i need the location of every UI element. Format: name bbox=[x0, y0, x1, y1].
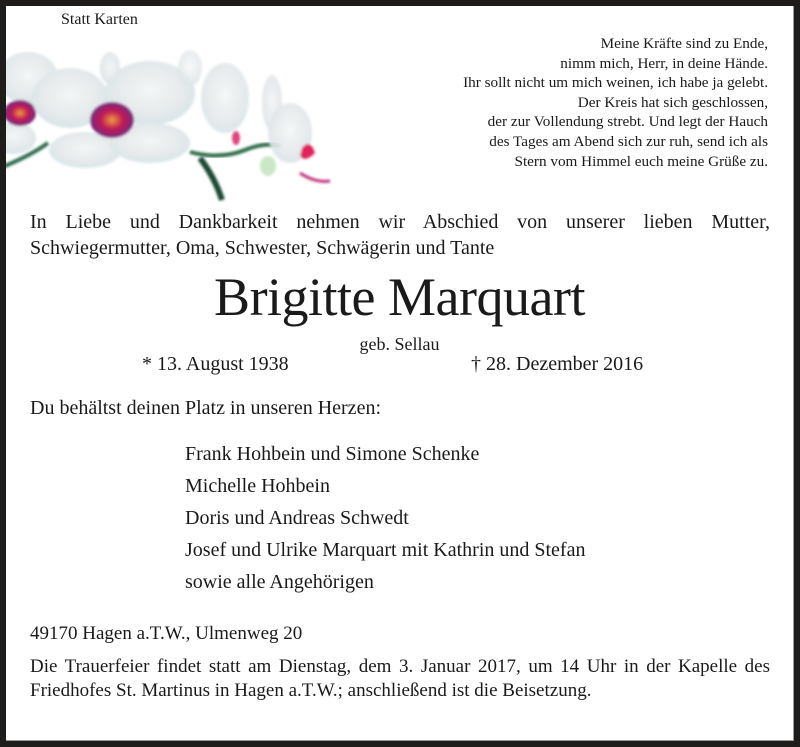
intro-line-2: Schwiegermutter, Oma, Schwester, Schwägerin und Tante bbox=[30, 237, 495, 259]
mourner-entry: Doris und Andreas Schwedt bbox=[185, 507, 409, 529]
orchid-image bbox=[6, 38, 340, 208]
poem-line: der zur Vollendung strebt. Und legt der Hauch bbox=[487, 113, 768, 131]
poem-line: nimm mich, Herr, in deine Hände. bbox=[560, 54, 768, 72]
funeral-service-text: Die Trauerfeier findet statt am Dienstag, dem 3. Januar 2017, um 14 Uhr in der Kapelle des Friedhofes St. Martinus in Hagen a.T.W.; anschließend ist die Beisetzung. bbox=[30, 656, 770, 701]
poem bbox=[463, 34, 768, 171]
poem-line: Ihr sollt nicht um mich weinen, ich habe ja gelebt. bbox=[463, 74, 768, 92]
address: 49170 Hagen a.T.W., Ulmenweg 20 bbox=[30, 623, 303, 644]
intro-line-1: In Liebe und Dankbarkeit nehmen wir Abschied von unserer lieben Mutter, bbox=[30, 211, 770, 233]
statt-karten-label: Statt Karten bbox=[61, 11, 138, 28]
birth-date: * 13. August 1938 bbox=[142, 353, 289, 375]
mourners-list bbox=[185, 438, 585, 598]
deceased-name: Brigitte Marquart bbox=[214, 267, 585, 327]
obituary-card bbox=[6, 6, 794, 741]
mourner-entry: Michelle Hohbein bbox=[185, 475, 330, 497]
mourners-heading: Du behältst deinen Platz in unseren Herzen: bbox=[30, 397, 381, 419]
poem-line: des Tages am Abend sich zur ruh, send ich als bbox=[489, 132, 768, 150]
poem-line: Meine Kräfte sind zu Ende, bbox=[600, 35, 768, 52]
mourner-entry: Josef und Ulrike Marquart mit Kathrin und Stefan bbox=[185, 539, 586, 561]
death-date: † 28. Dezember 2016 bbox=[471, 353, 644, 375]
intro-text bbox=[30, 209, 770, 261]
mourner-entry: Frank Hohbein und Simone Schenke bbox=[185, 443, 480, 465]
maiden-name: geb. Sellau bbox=[359, 334, 440, 354]
poem-line: Der Kreis hat sich geschlossen, bbox=[577, 93, 768, 111]
poem-line: Stern vom Himmel euch meine Grüße zu. bbox=[514, 152, 768, 170]
mourner-entry: sowie alle Angehörigen bbox=[185, 571, 374, 593]
